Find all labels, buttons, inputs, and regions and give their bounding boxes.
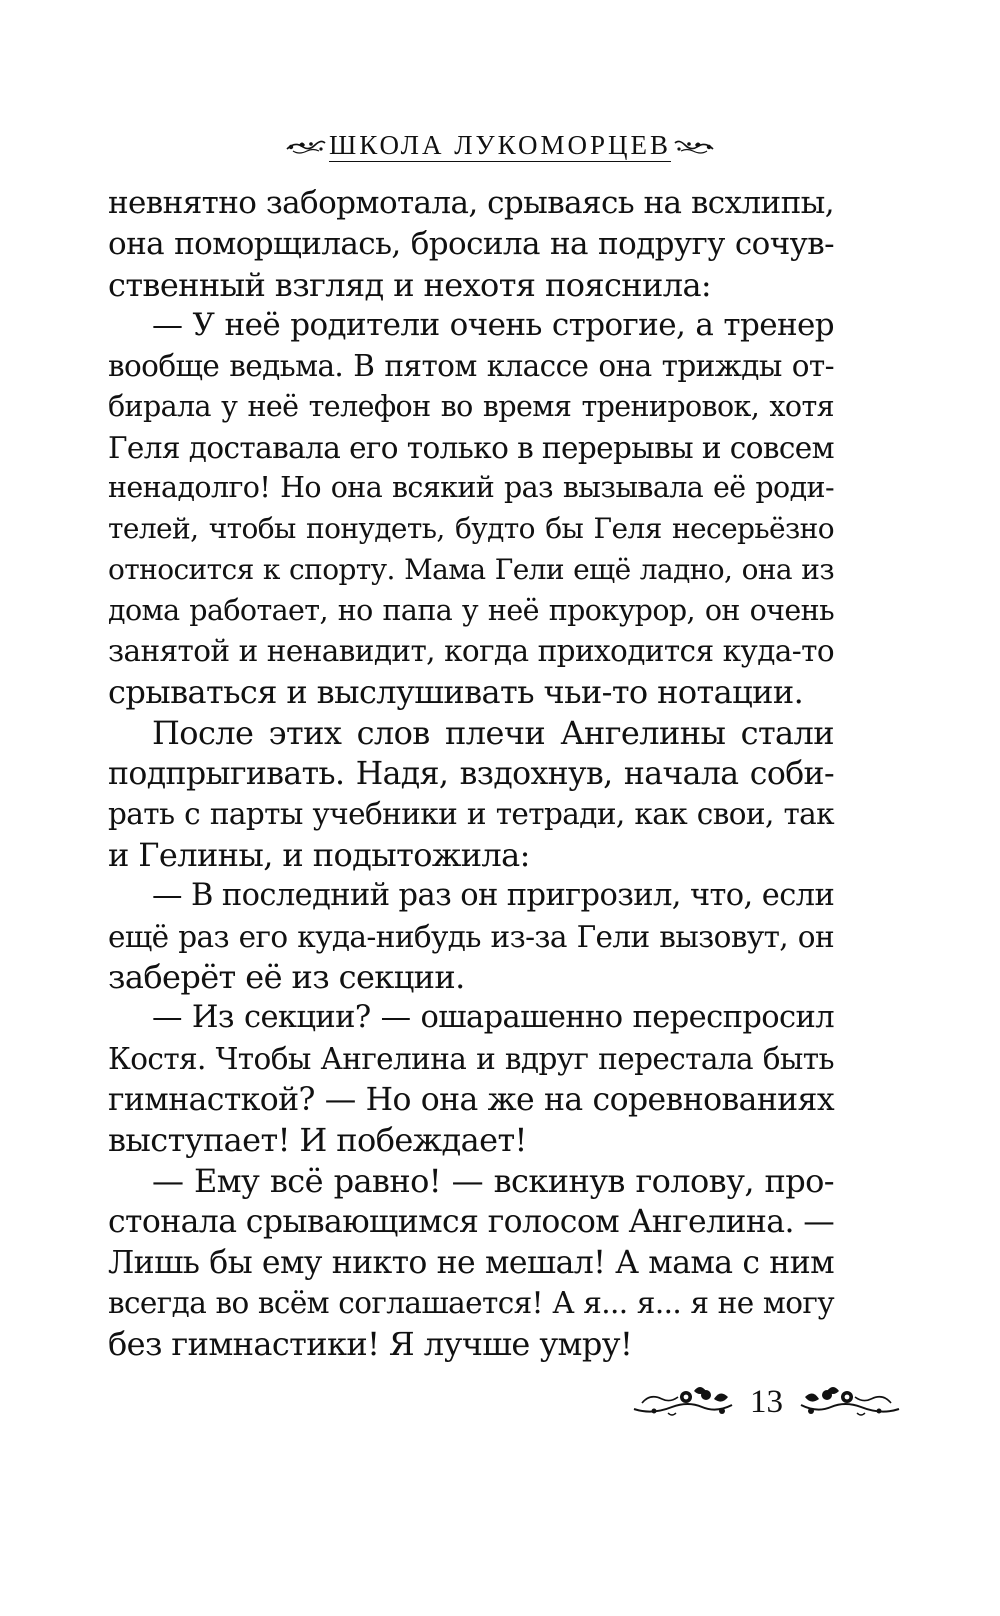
text-line: и Гелины, и подытожила: — [108, 836, 530, 874]
text-line: — Из секции? — ошарашенно переспросил — [152, 1000, 834, 1035]
text-line: Лишь бы ему никто не мешал! А мама с ним — [108, 1244, 834, 1281]
page-footer — [632, 1384, 901, 1421]
text-line: телей, чтобы понудеть, будто бы Геля несерьёзно — [108, 512, 834, 545]
text-line: подпрыгивать. Надя, вздохнув, начала соби- — [108, 755, 834, 792]
text-line: стонала срывающимся голосом Ангелина. — — [108, 1203, 835, 1240]
text-line: После этих слов плечи Ангелины стали — [152, 713, 834, 752]
text-line: дома работает, но папа у неё прокурор, он очень — [108, 593, 834, 627]
running-header — [0, 132, 1000, 163]
text-line: заберёт её из секции. — [108, 958, 465, 997]
text-line: выступает! И побеждает! — [108, 1121, 527, 1160]
text-line: гимнасткой? — Но она же на соревнованиях — [108, 1081, 834, 1118]
text-line: — В последний раз он пригрозил, что, если — [152, 877, 835, 913]
text-line: относится к спорту. Мама Гели ещё ладно, она из — [108, 552, 834, 586]
text-line: срываться и выслушивать чьи-то нотации. — [108, 673, 804, 711]
text-line: без гимнастики! Я лучше умру! — [108, 1325, 633, 1363]
text-line: Костя. Чтобы Ангелина и вдруг перестала быть — [108, 1041, 834, 1076]
text-line: рать с парты учебники и тетради, как свои, так — [108, 797, 834, 832]
text-line: — Ему всё равно! — вскинув голову, про- — [152, 1162, 834, 1200]
text-line: ещё раз его куда-нибудь из-за Гели вызовут, он — [108, 919, 834, 954]
text-line: занятой и ненавидит, когда приходится куда-то — [108, 634, 834, 669]
floral-ornament-right-icon — [797, 1385, 901, 1421]
text-line: всегда во всём соглашается! А я... я... я не могу — [108, 1286, 834, 1321]
text-line: — У неё родители очень строгие, а тренер — [152, 307, 834, 344]
text-line: ственный взгляд и нехотя пояснила: — [108, 265, 712, 304]
text-line: она поморщилась, бросила на подругу сочув- — [108, 225, 834, 262]
text-line: бирала у неё телефон во время тренировок, хотя — [108, 389, 834, 423]
book-series-title: ШКОЛА ЛУКОМОРЦЕВ — [328, 130, 672, 160]
body-text — [108, 183, 834, 1365]
text-line: невнятно забормотала, срываясь на всхлипы, — [108, 185, 834, 221]
text-line: вообще ведьма. В пятом классе она трижды от- — [108, 349, 834, 383]
floral-ornament-left-icon — [285, 135, 327, 159]
page-number: 13 — [750, 1384, 783, 1420]
text-line: Геля доставала его только в перерывы и совсем — [108, 430, 834, 465]
floral-ornament-left-icon — [632, 1385, 736, 1421]
text-line: ненадолго! Но она всякий раз вызывала её роди- — [108, 471, 834, 505]
floral-ornament-right-icon — [673, 135, 715, 159]
